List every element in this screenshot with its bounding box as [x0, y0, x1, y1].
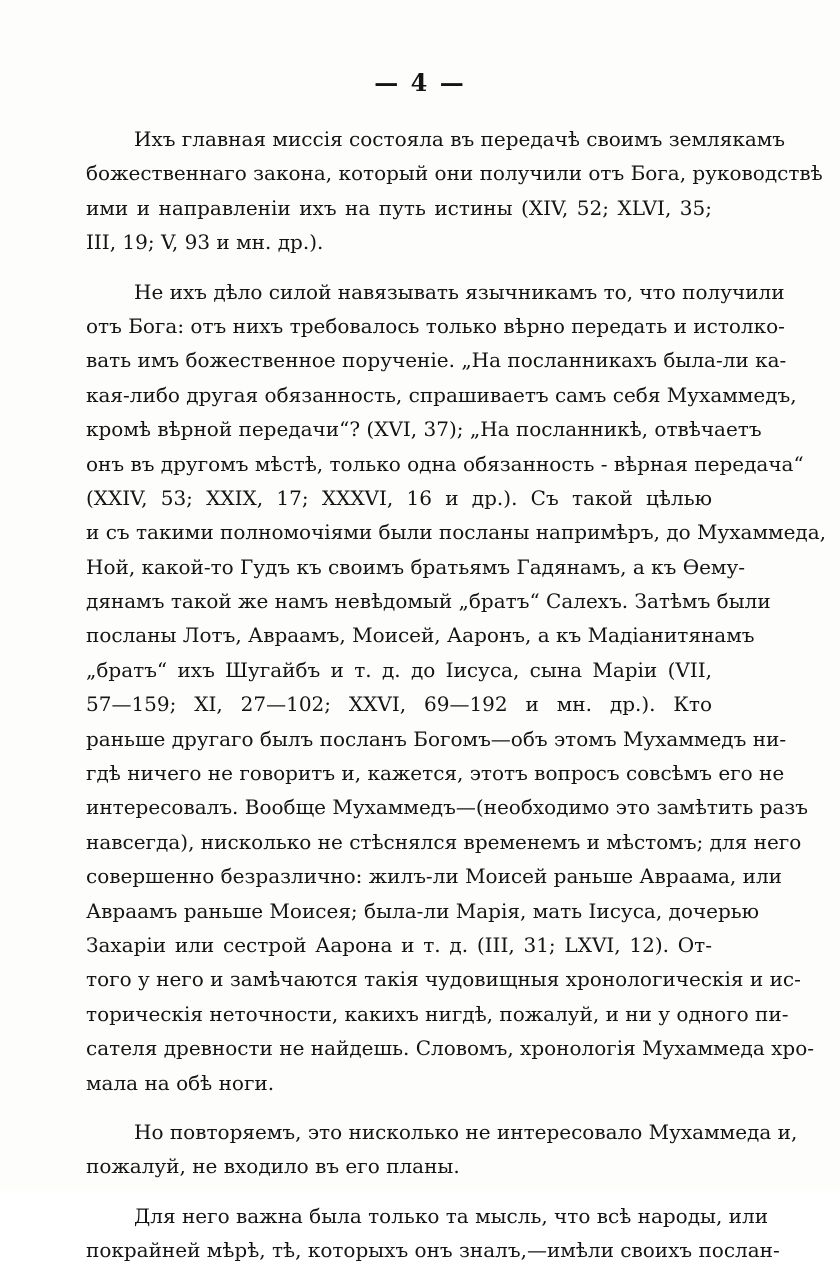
text-line: торическія неточности, какихъ нигдѣ, пожалуй, и ни у одного пи- — [86, 1001, 789, 1026]
text-line: того у него и замѣчаются такія чудовищныя хронологическія и ис- — [86, 967, 801, 992]
text-line: мала на обѣ ноги. — [86, 1070, 275, 1095]
text-line: гдѣ ничего не говоритъ и, кажется, этотъ вопросъ совсѣмъ его не — [86, 761, 785, 786]
text-line: „братъ“ ихъ Шугайбъ и т. д. до Іисуса, сына Маріи (VII, — [86, 657, 712, 682]
paragraph-gap — [86, 260, 712, 275]
text-line: кая-либо другая обязанность, спрашиваетъ самъ себя Мухаммедъ, — [86, 382, 797, 407]
text-line: 57—159; XI, 27—102; XXVI, 69—192 и мн. др.). Кто — [86, 692, 712, 717]
text-line: Захаріи или сестрой Аарона и т. д. (III, 31; LXVI, 12). От- — [86, 932, 712, 957]
text-line: божественнаго закона, который они получили отъ Бога, руководствѣ — [86, 161, 823, 186]
text-line: покрайней мѣрѣ, тѣ, которыхъ онъ зналъ,—имѣли своихъ послан- — [86, 1238, 780, 1263]
text-line: раньше другаго былъ посланъ Богомъ—объ этомъ Мухаммедъ ни- — [86, 726, 787, 751]
text-line: пожалуй, не входило въ его планы. — [86, 1154, 460, 1179]
text-line: сателя древности не найдешь. Словомъ, хронологія Мухаммеда хро- — [86, 1036, 815, 1061]
paragraph-gap — [86, 1100, 712, 1115]
text-line: отъ Бога: отъ нихъ требовалось только вѣрно передать и истолко- — [86, 313, 785, 338]
text-line: III, 19; V, 93 и мн. др.). — [86, 230, 324, 255]
text-line: интересовалъ. Вообще Мухаммедъ—(необходимо это замѣтить разъ — [86, 795, 808, 820]
text-line: ими и направленіи ихъ на путь истины (XIV, 52; XLVI, 35; — [86, 195, 712, 220]
text-line: онъ въ другомъ мѣстѣ, только одна обязанность - вѣрная передача“ — [86, 451, 804, 476]
text-line: совершенно безразлично: жилъ-ли Моисей раньше Авраама, или — [86, 864, 783, 889]
text-line: (XXIV, 53; XXIX, 17; XXXVI, 16 и др.). Съ такой цѣлью — [86, 485, 712, 510]
paragraph-gap — [86, 1184, 712, 1199]
text-line: Для него важна была только та мысль, что всѣ народы, или — [134, 1203, 769, 1228]
text-line: навсегда), нисколько не стѣснялся временемъ и мѣстомъ; для него — [86, 829, 802, 854]
text-line: кромѣ вѣрной передачи“? (XVI, 37); „На посланникѣ, отвѣчаетъ — [86, 417, 762, 442]
paragraph-2 — [86, 275, 826, 1100]
text-line: дянамъ такой же намъ невѣдомый „братъ“ Салехъ. Затѣмъ были — [86, 589, 771, 614]
text-line: посланы Лотъ, Авраамъ, Моисей, Ааронъ, а къ Мадіанитянамъ — [86, 623, 755, 648]
paragraph-3 — [86, 1115, 798, 1184]
paragraph-1 — [86, 122, 823, 260]
text-line: Не ихъ дѣло силой навязывать язычникамъ то, что получили — [134, 279, 785, 304]
text-line: Но повторяемъ, это нисколько не интересовало Мухаммеда и, — [134, 1119, 798, 1144]
text-line: Авраамъ раньше Моисея; была-ли Марія, мать Іисуса, дочерью — [86, 898, 760, 923]
body-text — [86, 122, 826, 1268]
page-number: — 4 — — [374, 68, 466, 97]
text-line: Ной, какой-то Гудъ къ своимъ братьямъ Гадянамъ, а къ Ѳему- — [86, 554, 746, 579]
text-line: вать имъ божественное порученіе. „На посланникахъ была-ли ка- — [86, 348, 787, 373]
text-line: и съ такими полномочіями были посланы напримѣръ, до Мухаммеда, — [86, 520, 826, 545]
paragraph-4 — [86, 1199, 780, 1268]
text-line: Ихъ главная миссія состояла въ передачѣ своимъ землякамъ — [134, 127, 786, 151]
